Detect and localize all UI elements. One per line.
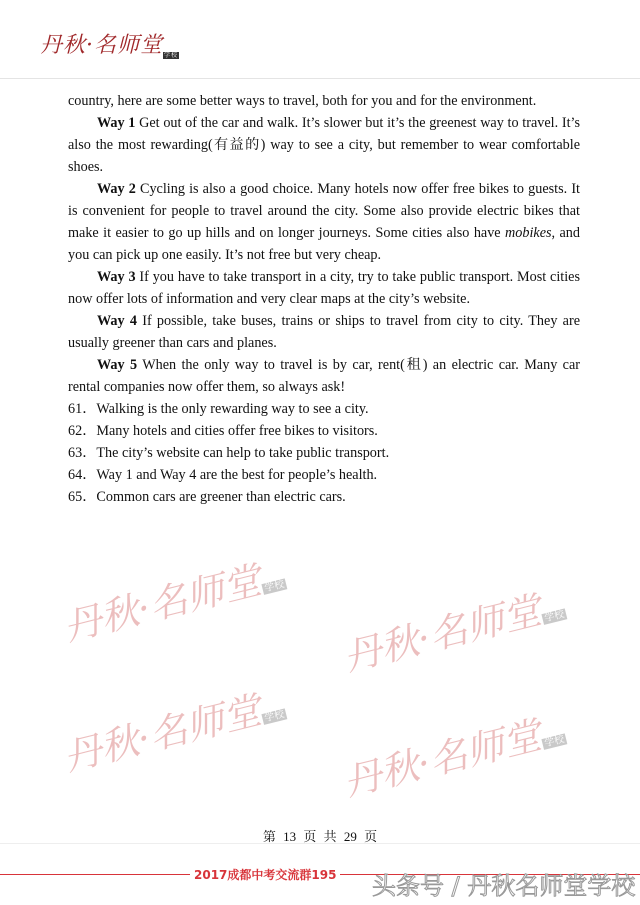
- watermark-badge: 学校: [543, 608, 566, 625]
- logo-text: 丹秋·名师堂: [40, 33, 163, 58]
- document-body: [68, 90, 580, 508]
- watermark-text: 丹秋·名师堂: [58, 558, 266, 650]
- way-1: [68, 112, 580, 178]
- passage-intro: country, here are some better ways to travel, both for you and for the environment.: [68, 93, 537, 109]
- way-label: Way 5: [97, 357, 138, 373]
- question-number: 64．: [68, 467, 97, 483]
- watermark: [337, 573, 570, 681]
- watermark-text: 丹秋·名师堂: [338, 588, 546, 680]
- footer-divider: [0, 843, 640, 844]
- question-62: [68, 420, 580, 442]
- question-text: Way 1 and Way 4 are the best for people’s health.: [96, 467, 378, 483]
- way-3: [68, 266, 580, 310]
- question-text: Many hotels and cities offer free bikes to visitors.: [96, 423, 378, 439]
- way-text: Cycling is also a good choice. Many hotels now offer free bikes to guests. It is convenient for people to travel around the city. Some also provide electric bikes that make it easier to go up hills and on longer journeys. Some cities also have: [68, 181, 581, 241]
- watermark: [337, 698, 570, 806]
- question-number: 65．: [68, 489, 97, 505]
- question-text: The city’s website can help to take public transport.: [96, 445, 390, 461]
- question-64: [68, 464, 580, 486]
- way-label: Way 1: [97, 115, 136, 131]
- watermark-text: 丹秋·名师堂: [58, 688, 266, 780]
- way-italic: mobikes: [505, 225, 552, 241]
- way-text: When the only way to travel is by car, rent(租) an electric car. Many car rental companies now offer them, so always ask!: [68, 357, 580, 395]
- watermark-badge: 学校: [263, 708, 286, 725]
- way-2: [68, 178, 580, 266]
- question-number: 61．: [68, 401, 97, 417]
- footer-group-text: 2017成都中考交流群195: [190, 866, 340, 883]
- toutiao-watermark: 头条号 / 丹秋名师堂学校: [372, 872, 636, 900]
- header-divider: [0, 78, 640, 79]
- watermark: [57, 543, 290, 651]
- way-text: Get out of the car and walk. It’s slower but it’s the greenest way to travel. It’s also the most rewarding(有益的) way to see a city, but remember to wear comfortable shoes.: [68, 115, 580, 175]
- question-text: Common cars are greener than electric cars.: [96, 489, 346, 505]
- watermark-text: 丹秋·名师堂: [338, 713, 546, 805]
- logo-badge: 学校: [164, 52, 179, 59]
- way-text: If you have to take transport in a city, try to take public transport. Most cities now offer lots of information and very clear maps at the city’s website.: [68, 269, 580, 307]
- question-number: 63．: [68, 445, 97, 461]
- school-logo: [40, 28, 179, 59]
- question-text: Walking is the only rewarding way to see a city.: [96, 401, 369, 417]
- way-text: , and you can pick up one easily. It’s not free but very cheap.: [68, 225, 580, 263]
- way-label: Way 2: [97, 181, 136, 197]
- way-label: Way 4: [97, 313, 137, 329]
- question-63: [68, 442, 580, 464]
- watermark-badge: 学校: [263, 578, 286, 595]
- watermark-badge: 学校: [543, 733, 566, 750]
- page-number: 第 13 页 共 29 页: [262, 829, 378, 844]
- question-number: 62．: [68, 423, 97, 439]
- question-65: [68, 486, 580, 508]
- way-5: [68, 354, 580, 398]
- way-text: If possible, take buses, trains or ships to travel from city to city. They are usually greener than cars and planes.: [68, 313, 580, 351]
- question-61: [68, 398, 580, 420]
- way-label: Way 3: [97, 269, 136, 285]
- watermark: [57, 673, 290, 781]
- way-4: [68, 310, 580, 354]
